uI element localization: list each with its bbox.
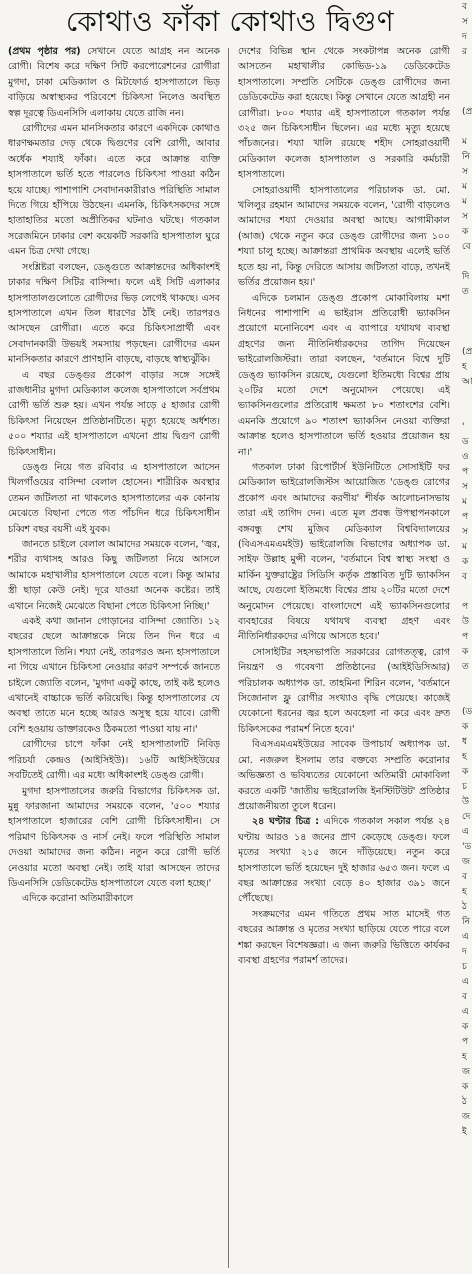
strip-fragment xyxy=(462,255,472,270)
strip-fragment: জ xyxy=(462,857,471,867)
strip-fragment xyxy=(462,390,472,405)
subhead-label: ২৪ ঘণ্টার চিত্র : xyxy=(252,816,320,828)
strip-fragment: ধ xyxy=(462,737,468,747)
strip-fragment: প xyxy=(462,512,469,522)
strip-fragment: ঠ xyxy=(462,1097,467,1107)
paragraph: এদিকে চলমান ডেঙ্গু প্রকোপ মোকাবিলায় মশা নিধনের পাশাপাশি এ ভাইরাস প্রতিরোধী ভ্যাকসিন প্রয়োগে মনোনিবেশ এবং এ ব্যাপারে যথাযথ ব্যবস্থা গ্রহণের জন্য নীতিনির্ধারকদের তাগিদ দিয়েছেন ভাইরোলজিস্টরা। তারা বলছেন, 'বর্তমানে বিশ্বে দুটি ডেঙ্গু ভ্যাকসিন রয়েছে, যেগুলো ইতিমধ্যে বিশ্বের প্রায় ২০টির মতো দেশে অনুমোদন পেয়েছে। এই ভ্যাকসিনগুলোর প্রতিরোধ ক্ষমতা ৮০ শতাংশের বেশি। এমনকি প্রয়োগে ৯০ শতাংশ ভ্যাকসিন নেওয়া ব্যক্তিরা আক্রান্ত হলেও হাসপাতালে ভর্তি হওয়ার প্রয়োজন হয় না।' xyxy=(238,292,450,458)
strip-fragment: হ xyxy=(462,1052,467,1062)
strip-fragment: ঠ xyxy=(462,902,467,912)
closing-paragraph: সংক্রমণের এমন গতিতে প্রথম সাত মাসেই গত বছরের আক্রান্ত ও মৃতের সংখ্যা ছাড়িয়ে যেতে পারে বলে শঙ্কা করছেন বিশেষজ্ঞরা। এ জন্য জরুরি ভিত্তিতে কার্যকর ব্যবস্থা গ্রহণের পরামর্শ তাদের। xyxy=(238,908,450,966)
strip-fragment: এ xyxy=(462,827,469,837)
paragraph: রোগীদের এমন মানসিকতার কারণে একদিকে কোথাও ধারণক্ষমতার দেড় থেকে দ্বিগুণের বেশি রোগী, আবার অর্ধেক শয্যাই ফাঁকা। এতে করে আক্রান্ত ব্যক্তি হাসপাতালে ভর্তি হতে পারলেও চিকিৎসা পাওয়া কঠিন হয়ে যাচ্ছে। পাশাপাশি সেবাদানকারীরাও পরিস্থিতি সামাল দিতে গিয়ে হাঁপিয়ে উঠছেন। এমনকি, চিকিৎসকদের সঙ্গে হাতাহাতির মতো অপ্রীতিকর ঘটনাও ঘটছে। গতকাল সরেজমিনে ঢাকার বেশ কয়েকটি সরকারি হাসপাতাল ঘুরে এমন চিত্র দেখা গেছে। xyxy=(8,123,220,258)
strip-fragment xyxy=(462,90,472,105)
strip-fragment: ক xyxy=(462,722,469,732)
paragraph: মুগদা হাসপাতালের জরুরি বিভাগের চিকিৎসক ডা. মুন্নু ফারজানা আমাদের সময়কে বলেন, '৫০০ শয্যার হাসপাতালে হাজারের বেশি রোগী চিকিৎসাধীন। সে পরিমাণ চিকিৎসক ও নার্স নেই। ফলে পরিস্থিতি সামাল দেওয়া আমাদের জন্য কঠিন। নতুন করে রোগী ভর্তি নেওয়ার মতো অবস্থা নেই। তাই যারা আসছেন তাদের ডিএনসিসি ডেডিকেটেড হাসপাতালে যেতে বলা হচ্ছে।' xyxy=(8,785,220,889)
strip-fragment: ক xyxy=(462,557,469,567)
strip-fragment: হ xyxy=(462,887,467,897)
strip-fragment: প xyxy=(462,1037,469,1047)
strip-fragment: দ xyxy=(462,32,467,42)
subhead-text: এদিকে গতকাল সকাল পর্যন্ত ২৪ ঘণ্টায় আরও ১৪ জনের প্রাণ কেড়েছে ডেঙ্গু। ফলে মৃতের সংখ্যা ২১৫ জনে দাঁড়িয়েছে। নতুন করে হাসপাতালে ভর্তি হয়েছেন দুই হাজার ৬৫৩ জন। ফলে এ বছর আক্রান্তের সংখ্যা বেড়ে ৪০ হাজার ৩৯১ জনে পৌঁছেছে। xyxy=(238,816,450,905)
paragraph: বিএসএমএমইউয়ের সাবেক উপাচার্য অধ্যাপক ডা. মো. নজরুল ইসলাম তার বক্তব্যে সম্প্রতি করোনার অভিজ্ঞতা ও ভবিষ্যতের যেকোনো অতিমারী মোকাবিলা করতে একটি 'জাতীয় ভাইরোলজি ইনস্টিটিউট' প্রতিষ্ঠার প্রয়োজনীয়তা তুলে ধরেন। xyxy=(238,739,450,812)
strip-fragment: স xyxy=(462,527,468,537)
paragraph: ডেঙ্গু নিয়ে গত রবিবার এ হাসপাতালে আসেন খিলগাঁওয়ের বাসিন্দা বেলাল হোসেন। শারীরিক অবস্থার তেমন জটিলতা না থাকলেও হাসপাতালের এক কোনায় মেঝেতে বিছানা পেতে গত পাঁচদিন ধরে চিকিৎসাধীন চব্বিশ বছর বয়সী এই যুবক। xyxy=(8,461,220,535)
strip-fragment: দ xyxy=(462,947,467,957)
strip-fragment: জ xyxy=(462,1112,471,1122)
strip-fragment: এ xyxy=(462,932,469,942)
continuation-label: (প্রথম পৃষ্ঠার পর) xyxy=(8,46,81,57)
strip-fragment: দি xyxy=(462,272,470,282)
strip-fragment: প xyxy=(462,467,469,477)
strip-fragment: আ xyxy=(462,377,472,387)
strip-fragment: ম xyxy=(462,542,467,552)
paragraph: এ বছর ডেঙ্গুর প্রকোপ বাড়ার সঙ্গে সঙ্গেই রাজধানীর মুগদা মেডিক্যাল কলেজ হাসপাতালে সর্বপ্রথম রোগী ভর্তি শুরু হয়। এখন পর্যন্ত সাড়ে ৫ হাজার রোগী চিকিৎসা নিয়েছেন প্রতিষ্ঠানটিতে। মৃত্যু হয়েছে অর্ধশত। ৫০০ শয্যার এই হাসপাতালে এখনো প্রায় দ্বিগুণ রোগী চিকিৎসাধীন। xyxy=(8,369,220,458)
strip-fragment: স xyxy=(462,167,468,177)
strip-fragment: ম xyxy=(462,197,467,207)
strip-fragment: ব xyxy=(462,572,468,582)
strip-fragment: ম xyxy=(462,137,467,147)
strip-fragment: হ xyxy=(462,752,467,762)
headline: কোথাও ফাঁকা কোথাও দ্বিগুণ xyxy=(65,5,395,38)
strip-fragment: প xyxy=(462,632,469,642)
strip-fragment: ক xyxy=(462,647,469,657)
paragraph: সোসাইটির সহসভাপতি সরকারের রোগতত্ত্ব, রোগ নিয়ন্ত্রণ ও গবেষণা প্রতিষ্ঠানের (আইইডিসিআর) পরিচালক অধ্যাপক ডা. তাহমিনা শিরিন বলেন, 'বর্তমানে সিজোনাল ফ্লু রোগীর সংখ্যাও বৃদ্ধি পেয়েছে। কাজেই যেকোনো ধরনের জ্বর হলে অবহেলা না করে এবং দ্রুত চিকিৎসকের পরামর্শ নিতে হবে।' xyxy=(238,646,450,735)
article-column-left xyxy=(8,44,220,1270)
strip-fragment xyxy=(462,60,472,75)
strip-fragment: ' xyxy=(462,422,465,432)
strip-fragment xyxy=(462,330,472,345)
strip-fragment: উ xyxy=(462,617,470,627)
article-column-middle xyxy=(238,44,450,1270)
strip-fragment xyxy=(462,75,472,90)
strip-fragment: ক xyxy=(462,1022,469,1032)
strip-fragment: ক xyxy=(462,767,469,777)
strip-fragment xyxy=(462,405,472,420)
strip-fragment: ব xyxy=(462,992,468,1002)
paragraph: একই কথা জানান গোড়ানের বাসিন্দা জ্যোতি। ১২ বছরের ছেলে আক্রান্তকে নিয়ে তিন দিন ধরে এ হাসপাতালে তিনি। শয্যা নেই, তারপরও অন্য হাসপাতালে না গিয়ে এখানে চিকিৎসা নেওয়ার কারণ সম্পর্কে জানতে চাইলে জ্যোতি বলেন, 'মুগদা একটু কাছে, তাই কষ্ট হলেও এখানেই বাচ্চাকে ভর্তি করিয়েছি। কিন্তু হাসপাতালের যে অবস্থা তাতে মনে হচ্ছে আরও অসুস্থ হয়ে যাবে। রোগী বেশি হওয়ায় ডাক্তারকেও ঠিকমতো পাওয়া যায় না।' xyxy=(8,616,220,735)
paragraph: সংশ্লিষ্টরা বলছেন, ডেঙ্গুতে আক্রান্তদের অধিকাংশই ঢাকার দক্ষিণ সিটির বাসিন্দা। ফলে এই সিটি এলাকার হাসপাতালগুলোতে রোগীদের ভিড় লেগেই থাকছে। এসব হাসপাতালে এখন তিল ধারণের ঠাঁই নেই। তারপরও আসছেন রোগীরা। এতে করে চিকিৎসাপ্রার্থী এবং সেবাদানকারী উভয়ই সমস্যায় পড়ছেন। রোগীদের এমন মানসিকতার কারণে প্রাণহানি বাড়ছে, বাড়ছে স্বাস্থ্যঝুঁকি। xyxy=(8,261,220,366)
strip-fragment: ম xyxy=(462,497,467,507)
adjacent-article-strip xyxy=(462,0,472,1274)
strip-fragment: ক xyxy=(462,227,469,237)
strip-fragment: স xyxy=(462,17,468,27)
strip-fragment: উ xyxy=(462,797,470,807)
lead-paragraph xyxy=(8,44,220,121)
strip-fragment: (ড xyxy=(462,707,472,717)
subhead-paragraph xyxy=(238,814,450,906)
strip-fragment: বে xyxy=(462,242,471,252)
strip-fragment xyxy=(462,690,472,705)
paragraph: এদিকে করোনা অতিমারীকালে xyxy=(22,893,134,905)
strip-fragment: চ xyxy=(462,782,467,792)
strip-fragment: (প্র xyxy=(462,347,472,357)
column-divider xyxy=(228,48,229,1268)
strip-fragment: ই xyxy=(462,1127,467,1137)
strip-fragment: এ xyxy=(462,1007,469,1017)
strip-fragment xyxy=(462,120,472,135)
strip-fragment: নি xyxy=(462,152,470,162)
strip-fragment xyxy=(462,315,472,330)
lead-text: সেখানে যেতে আগ্রহ নন অনেক রোগী। বিশেষ করে দক্ষিণ সিটি করপোরেশনের রোগীরা মুগদা, ঢাকা মেডিক্যাল ও মিটফোর্ড হাসপাতালে ভিড় বাড়িয়ে অস্বাস্থ্যকর পরিবেশে চিকিৎসা নিলেও অবস্থিত স্বল্প দূরত্বে ডিএনসিসি এলাকায় যেতে রাজি নন। xyxy=(8,46,220,119)
strip-fragment: ব xyxy=(462,872,468,882)
strip-fragment: ম xyxy=(462,182,467,192)
strip-fragment: ব xyxy=(462,2,468,12)
strip-fragment: ক xyxy=(462,1082,469,1092)
paragraph: সোহরাওয়ার্দী হাসপাতালের পরিচালক ডা. মো. খলিলুর রহমান আমাদের সময়কে বলেন, 'রোগী বাড়লেও আমাদের শয্যা দেওয়ার অবস্থা আছে। আগামীকাল (আজ) থেকে নতুন করে ডেঙ্গু রোগীদের জন্য ১০০ শয্যা চালু হচ্ছে। আক্রান্তরা প্রাথমিক অবস্থায় এলেই ভর্তি হতে হয় না, কিন্তু দেরিতে আসায় জটিলতা বাড়ে, তখনই ভর্তির প্রয়োজন হয়।' xyxy=(238,184,450,289)
strip-fragment: হ xyxy=(462,362,467,372)
strip-fragment xyxy=(462,675,472,690)
strip-fragment: 'ড xyxy=(462,842,472,852)
strip-fragment: ড xyxy=(462,437,469,447)
strip-fragment: ত xyxy=(462,662,469,672)
strip-fragment: স xyxy=(462,482,468,492)
paragraph: দেশের বিভিন্ন স্থান থেকে সংকটাপন্ন অনেক রোগী আসতেন মহাখালীর কোভিড-১৯ ডেডিকেটেড হাসপাতালে। সম্প্রতি সেটিকে ডেঙ্গু রোগীদের জন্য ডেডিকেটেড করা হয়েছে। কিন্তু সেখানে যেতে আগ্রহী নন রোগীরা। ৮০০ শয্যার এই হাসপাতালে গতকাল পর্যন্ত ৩২৫ জন চিকিৎসাধীন ছিলেন। এর মধ্যে মৃত্যু হয়েছে পাঁচজনের। শয্যা খালি রয়েছে শহীদ সোহরাওয়ার্দী মেডিক্যাল কলেজ হাসপাতাল ও সরকারি কর্মচারী হাসপাতালে। xyxy=(238,46,450,181)
strip-fragment: (প্র xyxy=(462,107,472,117)
strip-fragment: স xyxy=(462,212,468,222)
paragraph: গতকাল ঢাকা রিপোর্টার্স ইউনিটিতে সোসাইটি ফর মেডিক্যাল ভাইরোলজিস্টস আয়োজিত 'ডেঙ্গু রোগের প্রকোপ এবং আমাদের করণীয়' শীর্ষক আলোচনাসভায় তারা এই তাগিদ দেন। এতে মূল প্রবন্ধ উপস্থাপনকালে বঙ্গবন্ধু শেখ মুজিব মেডিক্যাল বিশ্ববিদ্যালয়ের (বিএসএমএমইউ) ভাইরোলজি বিভাগের অধ্যাপক ডা. সাইফ উল্লাহ মুন্সী বলেন, 'বর্তমানে বিশ্ব স্বাস্থ্য সংস্থা ও মার্কিন যুক্তরাষ্ট্রের সিডিসি কর্তৃক প্রস্তাবিত দুটি ভ্যাকসিন আছে, যেগুলো ইতিমধ্যে বিশ্বের প্রায় ২০টির মতো দেশে অনুমোদন পেয়েছে। বাংলাদেশে এই ভ্যাকসিনগুলোর ব্যবহারের বিষয়ে যথাযথ ব্যবস্থা গ্রহণ এবং নীতিনির্ধারকদের এগিয়ে আসতে হবে।' xyxy=(238,461,450,643)
strip-fragment: ও xyxy=(462,452,469,462)
strip-fragment: চ xyxy=(462,962,467,972)
strip-fragment xyxy=(462,300,472,315)
strip-fragment: দে xyxy=(462,812,471,822)
strip-fragment xyxy=(462,585,472,600)
strip-fragment: র xyxy=(462,47,467,57)
paragraph: রোগীদের চাপে ফাঁকা নেই হাসপাতালটি নিবিড় পরিচর্যা কেন্দ্রও (আইসিইউ)। ১৬টি আইসিইউয়ের সবটিতেই রোগী। এর মধ্যে অধিকাংশই ডেঙ্গু রোগী। xyxy=(8,739,220,782)
strip-fragment: এ xyxy=(462,977,469,987)
strip-fragment: জ xyxy=(462,1067,471,1077)
strip-fragment: নি xyxy=(462,917,470,927)
paragraph: জানতে চাইলে বেলাল আমাদের সময়কে বলেন, 'জ্বর, শরীর ব্যথাসহ আরও কিছু জটিলতা নিয়ে আসলে আমাকে মহাখালীর হাসপাতালে যেতে বলে। কিন্তু আমার স্ত্রী ছাড়া কেউ নেই। দূরে যাওয়া অনেক কষ্টের। তাই এখানে নিজেই মেঝেতে বিছানা পেতে চিকিৎসা নিচ্ছি।' xyxy=(8,539,220,612)
strip-fragment: ত xyxy=(462,287,469,297)
strip-fragment: প xyxy=(462,602,469,612)
